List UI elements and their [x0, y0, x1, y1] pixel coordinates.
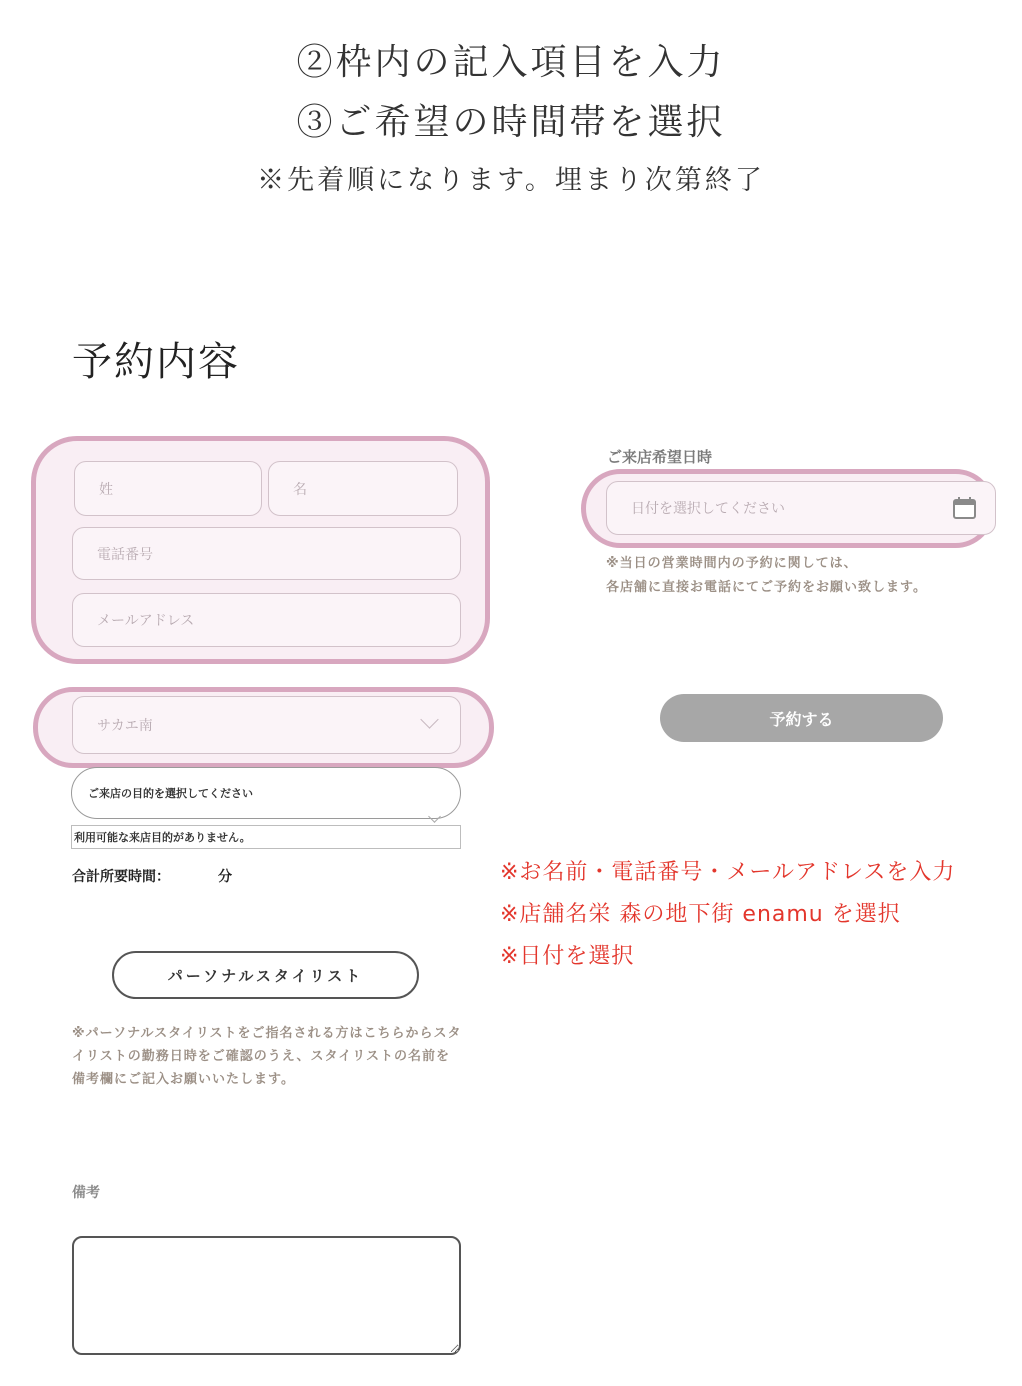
annotation-notes: [500, 852, 955, 978]
store-select-value: サカエ南: [97, 718, 153, 734]
annotation-contact: ※お名前・電話番号・メールアドレスを入力: [500, 860, 956, 885]
instruction-note: ※先着順になります。埋まり次第終了: [257, 165, 765, 196]
remarks-label: 備考: [72, 1185, 100, 1201]
stylist-note: ※パーソナルスタイリストをご指名される方はこちらからスタイリストの勤務日時をご確認のうえ、スタイリストの名前を備考欄にご記入お願いいたします。: [72, 1026, 462, 1087]
instruction-step-2: ②枠内の記入項目を入力: [296, 42, 726, 83]
first-name-input[interactable]: 名: [268, 461, 458, 516]
section-title: 予約内容: [72, 339, 240, 385]
total-time-unit: 分: [218, 869, 232, 885]
annotation-date: ※日付を選択: [500, 944, 635, 969]
purpose-select[interactable]: ご来店の目的を選択してください: [71, 767, 461, 819]
chevron-down-icon: [420, 710, 438, 728]
total-time-label: 合計所要時間：: [72, 869, 170, 885]
last-name-input[interactable]: 姓: [74, 461, 262, 516]
instruction-step-3: ③ご希望の時間帯を選択: [296, 102, 726, 143]
remarks-textarea[interactable]: [72, 1236, 461, 1355]
no-purpose-message: 利用可能な来店目的がありません。: [71, 825, 461, 849]
date-note-line-2: 各店舗に直接お電話にてご予約をお願い致します。: [606, 580, 927, 595]
date-note: [606, 552, 927, 600]
store-select[interactable]: [72, 696, 461, 754]
date-note-line-1: ※当日の営業時間内の予約に関しては、: [606, 556, 858, 571]
annotation-store: ※店舗名栄 森の地下街 enamu を選択: [500, 902, 901, 927]
reserve-button[interactable]: 予約する: [660, 694, 943, 742]
phone-input[interactable]: 電話番号: [72, 527, 461, 580]
email-input[interactable]: メールアドレス: [72, 593, 461, 647]
personal-stylist-button[interactable]: パーソナルスタイリスト: [112, 951, 419, 999]
date-input[interactable]: 日付を選択してください: [606, 481, 996, 535]
date-label: ご来店希望日時: [607, 448, 713, 466]
calendar-icon[interactable]: [953, 497, 976, 519]
